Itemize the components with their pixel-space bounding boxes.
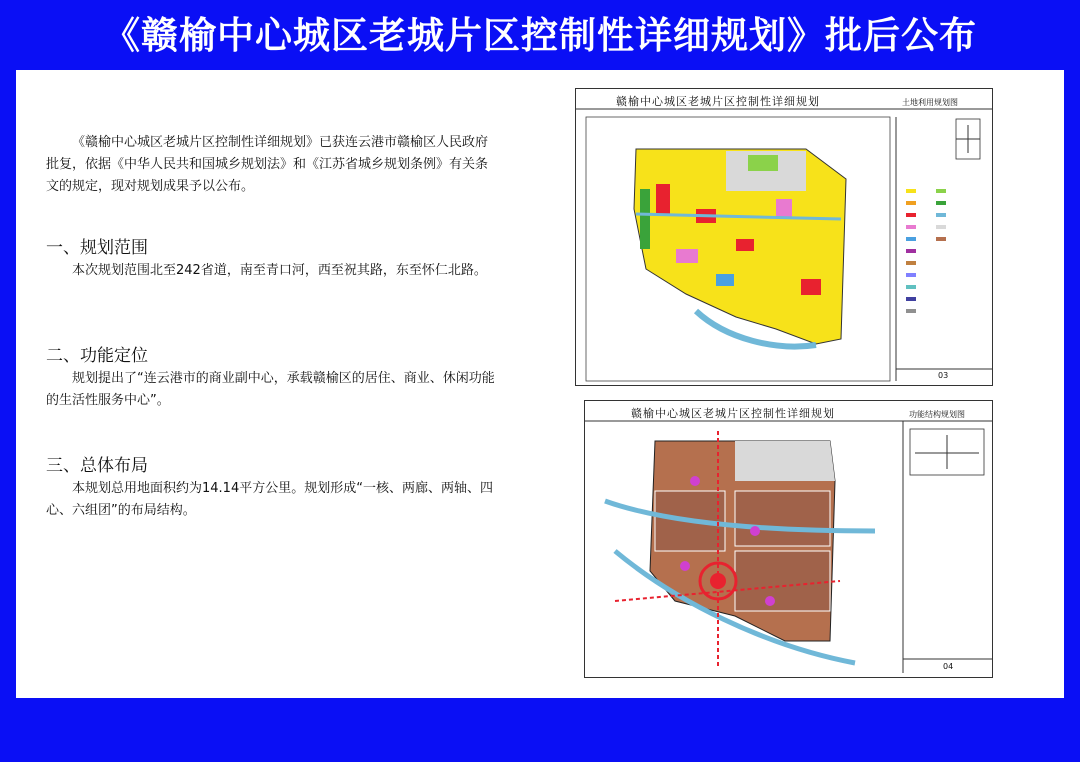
sheet-number: 03 [938, 371, 949, 380]
section-heading: 三、总体布局 [46, 456, 148, 476]
map-title: 赣榆中心城区老城片区控制性详细规划 [616, 95, 820, 108]
sheet-number: 04 [943, 662, 954, 671]
functional-structure-map-graphic [585, 401, 992, 677]
map-subtitle: 功能结构规划图 [909, 410, 965, 419]
land-use-map [575, 88, 993, 386]
section-scope [46, 236, 496, 282]
section-heading: 二、功能定位 [46, 346, 148, 366]
section-heading: 一、规划范围 [46, 238, 148, 258]
section-layout [46, 454, 496, 522]
content-panel [16, 70, 1064, 698]
notice-text [46, 132, 496, 518]
section-body: 本次规划范围北至242省道，南至青口河，西至祝其路，东至怀仁北路。 [72, 263, 487, 278]
section-body: 本规划总用地面积约为14.14平方公里。规划形成“一核、两廊、两轴、四心、六组团”的布局结构。 [46, 481, 493, 518]
functional-structure-map [584, 400, 993, 678]
section-positioning [46, 344, 496, 412]
page-title: 《赣榆中心城区老城片区控制性详细规划》批后公布 [103, 14, 977, 57]
section-body: 规划提出了“连云港市的商业副中心，承载赣榆区的居住、商业、休闲功能的生活性服务中心”。 [46, 371, 495, 408]
intro-paragraph: 《赣榆中心城区老城片区控制性详细规划》已获连云港市赣榆区人民政府批复，依据《中华人民共和国城乡规划法》和《江苏省城乡规划条例》有关条文的规定，现对规划成果予以公布。 [46, 135, 489, 194]
map-subtitle: 土地利用规划图 [902, 98, 958, 107]
map-title: 赣榆中心城区老城片区控制性详细规划 [631, 407, 835, 420]
land-use-map-graphic [576, 89, 992, 385]
